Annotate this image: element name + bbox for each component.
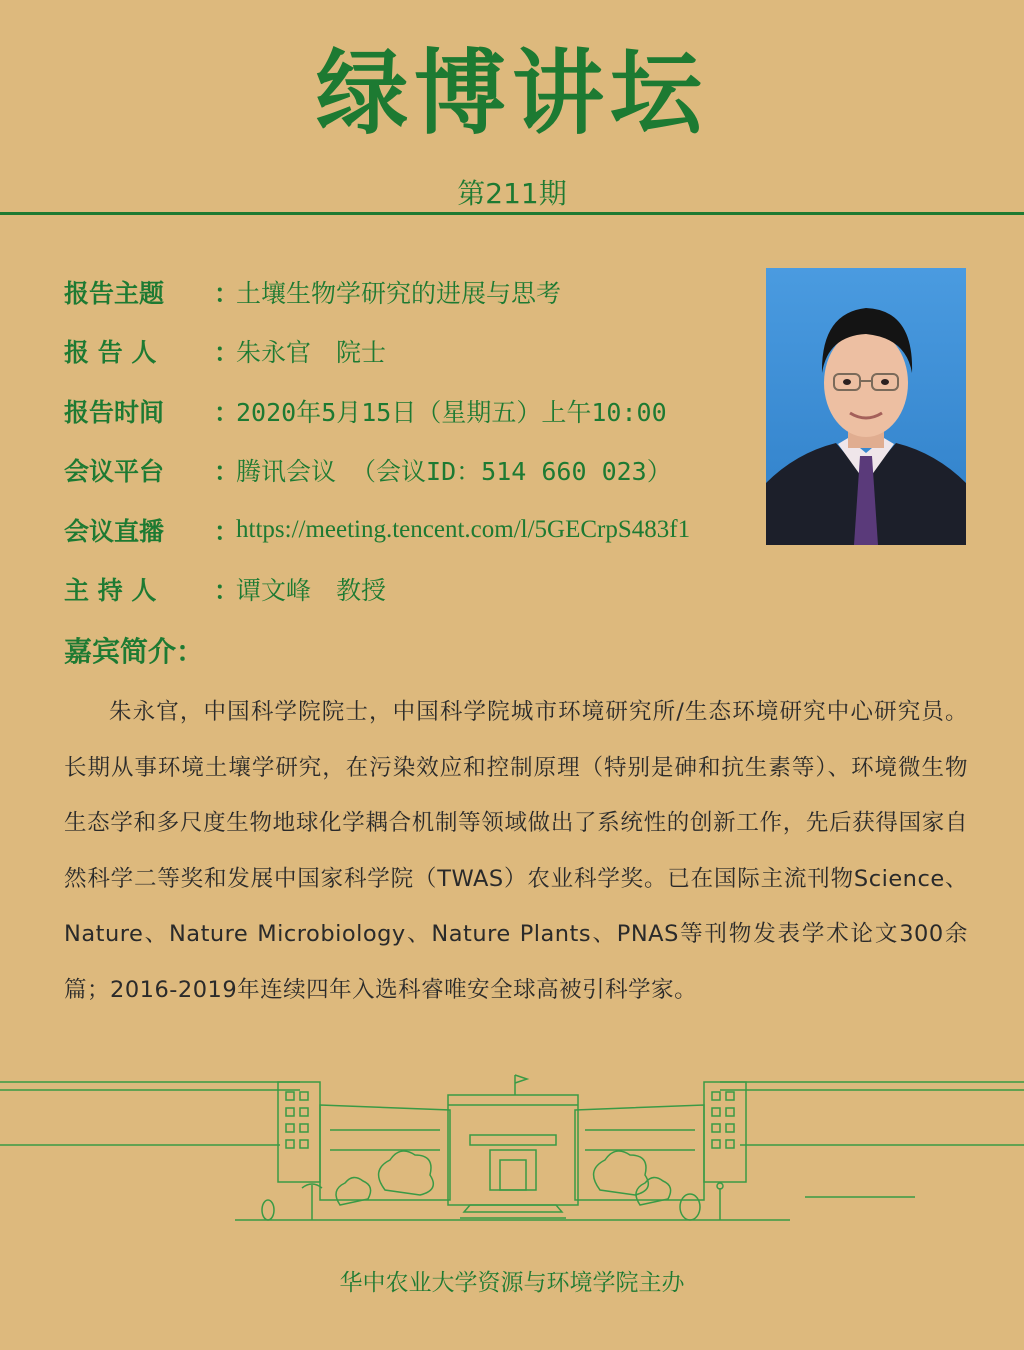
speaker-photo xyxy=(766,268,966,545)
bio-text: 朱永官，中国科学院院士，中国科学院城市环境研究所/生态环境研究中心研究员。长期从事环境土壤学研究，在污染效应和控制原理（特别是砷和抗生素等）、环境微生物生态学和多尺度生物地球化学耦合机制等领域做出了系统性的创新工作，先后获得国家自然科学二等奖和发展中国家科学院（TWAS）农业科学奖。已在国际主流刊物Science、Nature、Nature Microbiology、Nature Plants、PNAS等刊物发表学术论文300余篇；2016-2019年连续四年入选科睿唯安全球高被引科学家。 xyxy=(64,699,968,1003)
time-value: 2020年5月15日（星期五）上午10:00 xyxy=(236,397,667,427)
page-title: 绿博讲坛 xyxy=(315,40,708,147)
portrait-image xyxy=(766,268,966,545)
separator: ： xyxy=(214,338,240,368)
topic-label: 报告主题 xyxy=(64,278,165,308)
separator: ： xyxy=(214,576,240,606)
info-row-time xyxy=(64,381,754,441)
speaker-label: 报 告 人 xyxy=(64,338,157,368)
info-row-host xyxy=(64,560,754,620)
separator: ： xyxy=(214,457,240,487)
platform-value: 腾讯会议 （会议ID：514 660 023） xyxy=(236,457,672,487)
campus-line-illustration xyxy=(0,1070,1024,1230)
topic-value: 土壤生物学研究的进展与思考 xyxy=(236,278,562,308)
info-row-speaker xyxy=(64,322,754,382)
separator: ： xyxy=(214,397,240,427)
bio-heading: 嘉宾简介： xyxy=(64,635,205,668)
header-divider xyxy=(0,212,1024,215)
event-info xyxy=(64,262,754,619)
time-label: 报告时间 xyxy=(64,397,165,427)
separator: ： xyxy=(214,516,240,546)
live-label: 会议直播 xyxy=(64,516,165,546)
host-label: 主 持 人 xyxy=(64,576,157,606)
platform-label: 会议平台 xyxy=(64,457,165,487)
info-row-platform xyxy=(64,441,754,501)
host-value: 谭文峰 教授 xyxy=(236,576,387,606)
info-row-live xyxy=(64,500,754,560)
info-row-topic xyxy=(64,262,754,322)
speaker-value: 朱永官 院士 xyxy=(236,338,387,368)
organizer-footer: 华中农业大学资源与环境学院主办 xyxy=(339,1270,685,1296)
issue-number: 第211期 xyxy=(457,177,567,210)
separator: ： xyxy=(214,278,240,308)
live-url-link[interactable]: https://meeting.tencent.com/l/5GECrpS483f1 xyxy=(236,515,691,543)
